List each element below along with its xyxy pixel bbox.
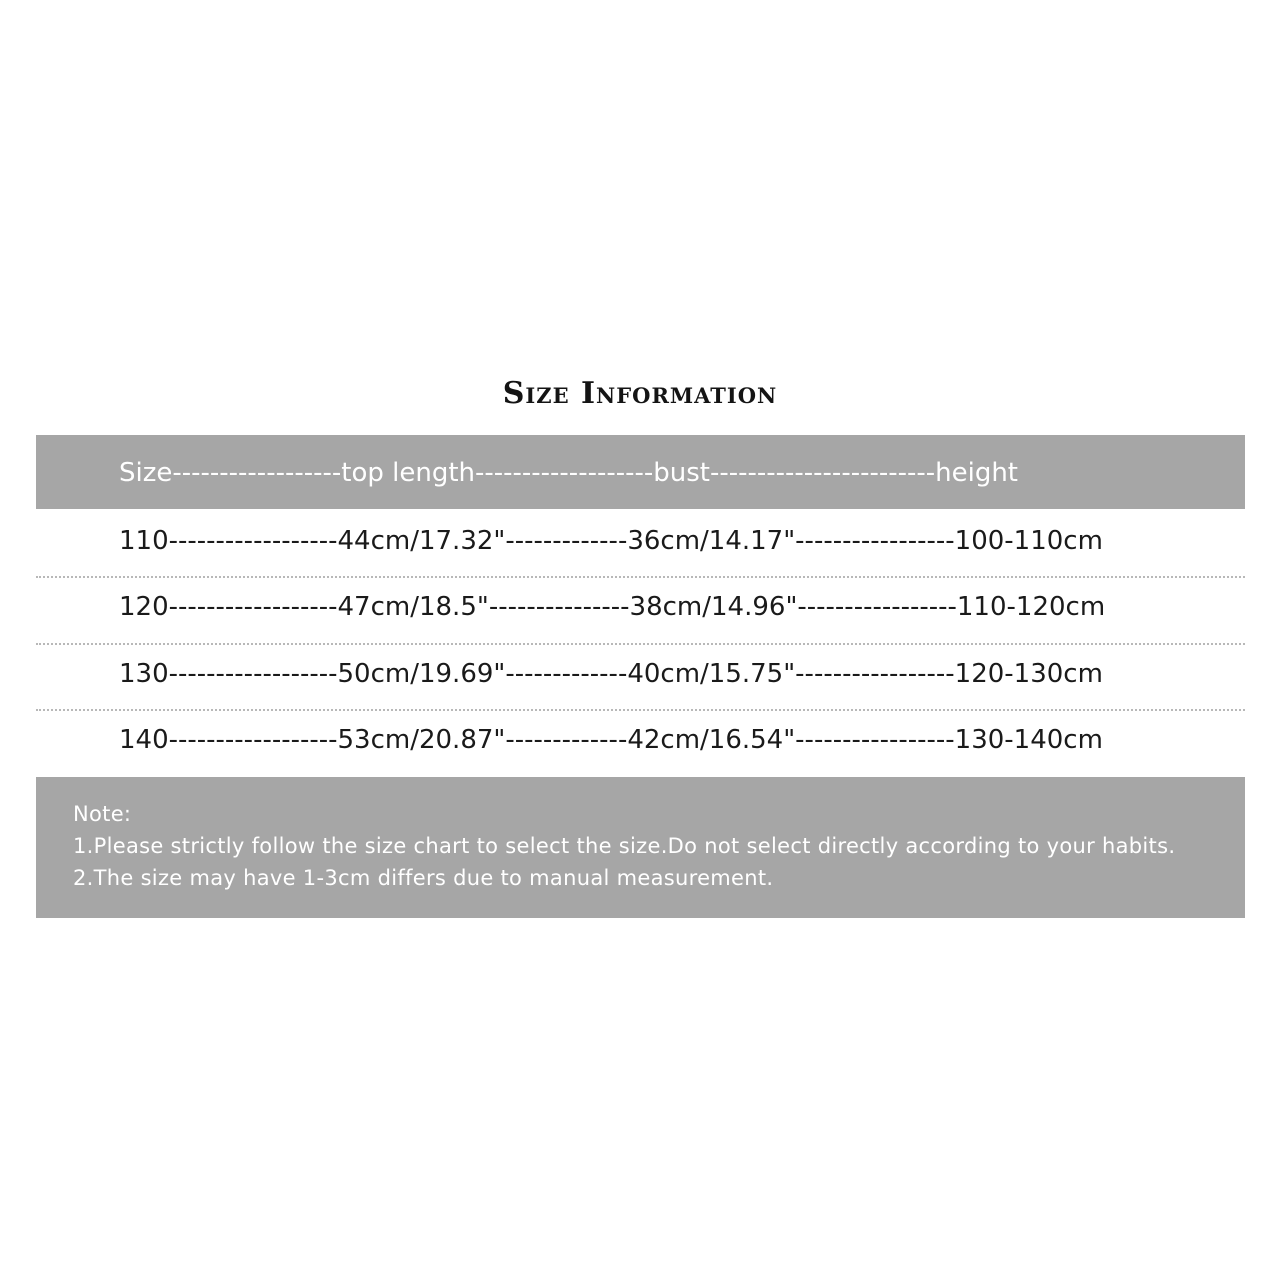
row-divider [36,576,1245,578]
row-divider [36,709,1245,711]
table-row: 120------------------47cm/18.5"---------------38cm/14.96"-----------------110-120cm [119,592,1106,622]
table-header: Size------------------top length-------------------bust------------------------height [119,458,1019,488]
row-divider [36,643,1245,645]
note-line-1: 1.Please strictly follow the size chart to select the size.Do not select directly according to your habits. [73,834,1176,858]
page-title: Size Information [502,376,778,411]
note-label: Note: [73,802,132,826]
table-row: 140------------------53cm/20.87"-------------42cm/16.54"-----------------130-140cm [119,725,1103,755]
table-row: 130------------------50cm/19.69"-------------40cm/15.75"-----------------120-130cm [119,659,1103,689]
table-row: 110------------------44cm/17.32"-------------36cm/14.17"-----------------100-110cm [119,526,1103,556]
note-line-2: 2.The size may have 1-3cm differs due to manual measurement. [73,866,774,890]
